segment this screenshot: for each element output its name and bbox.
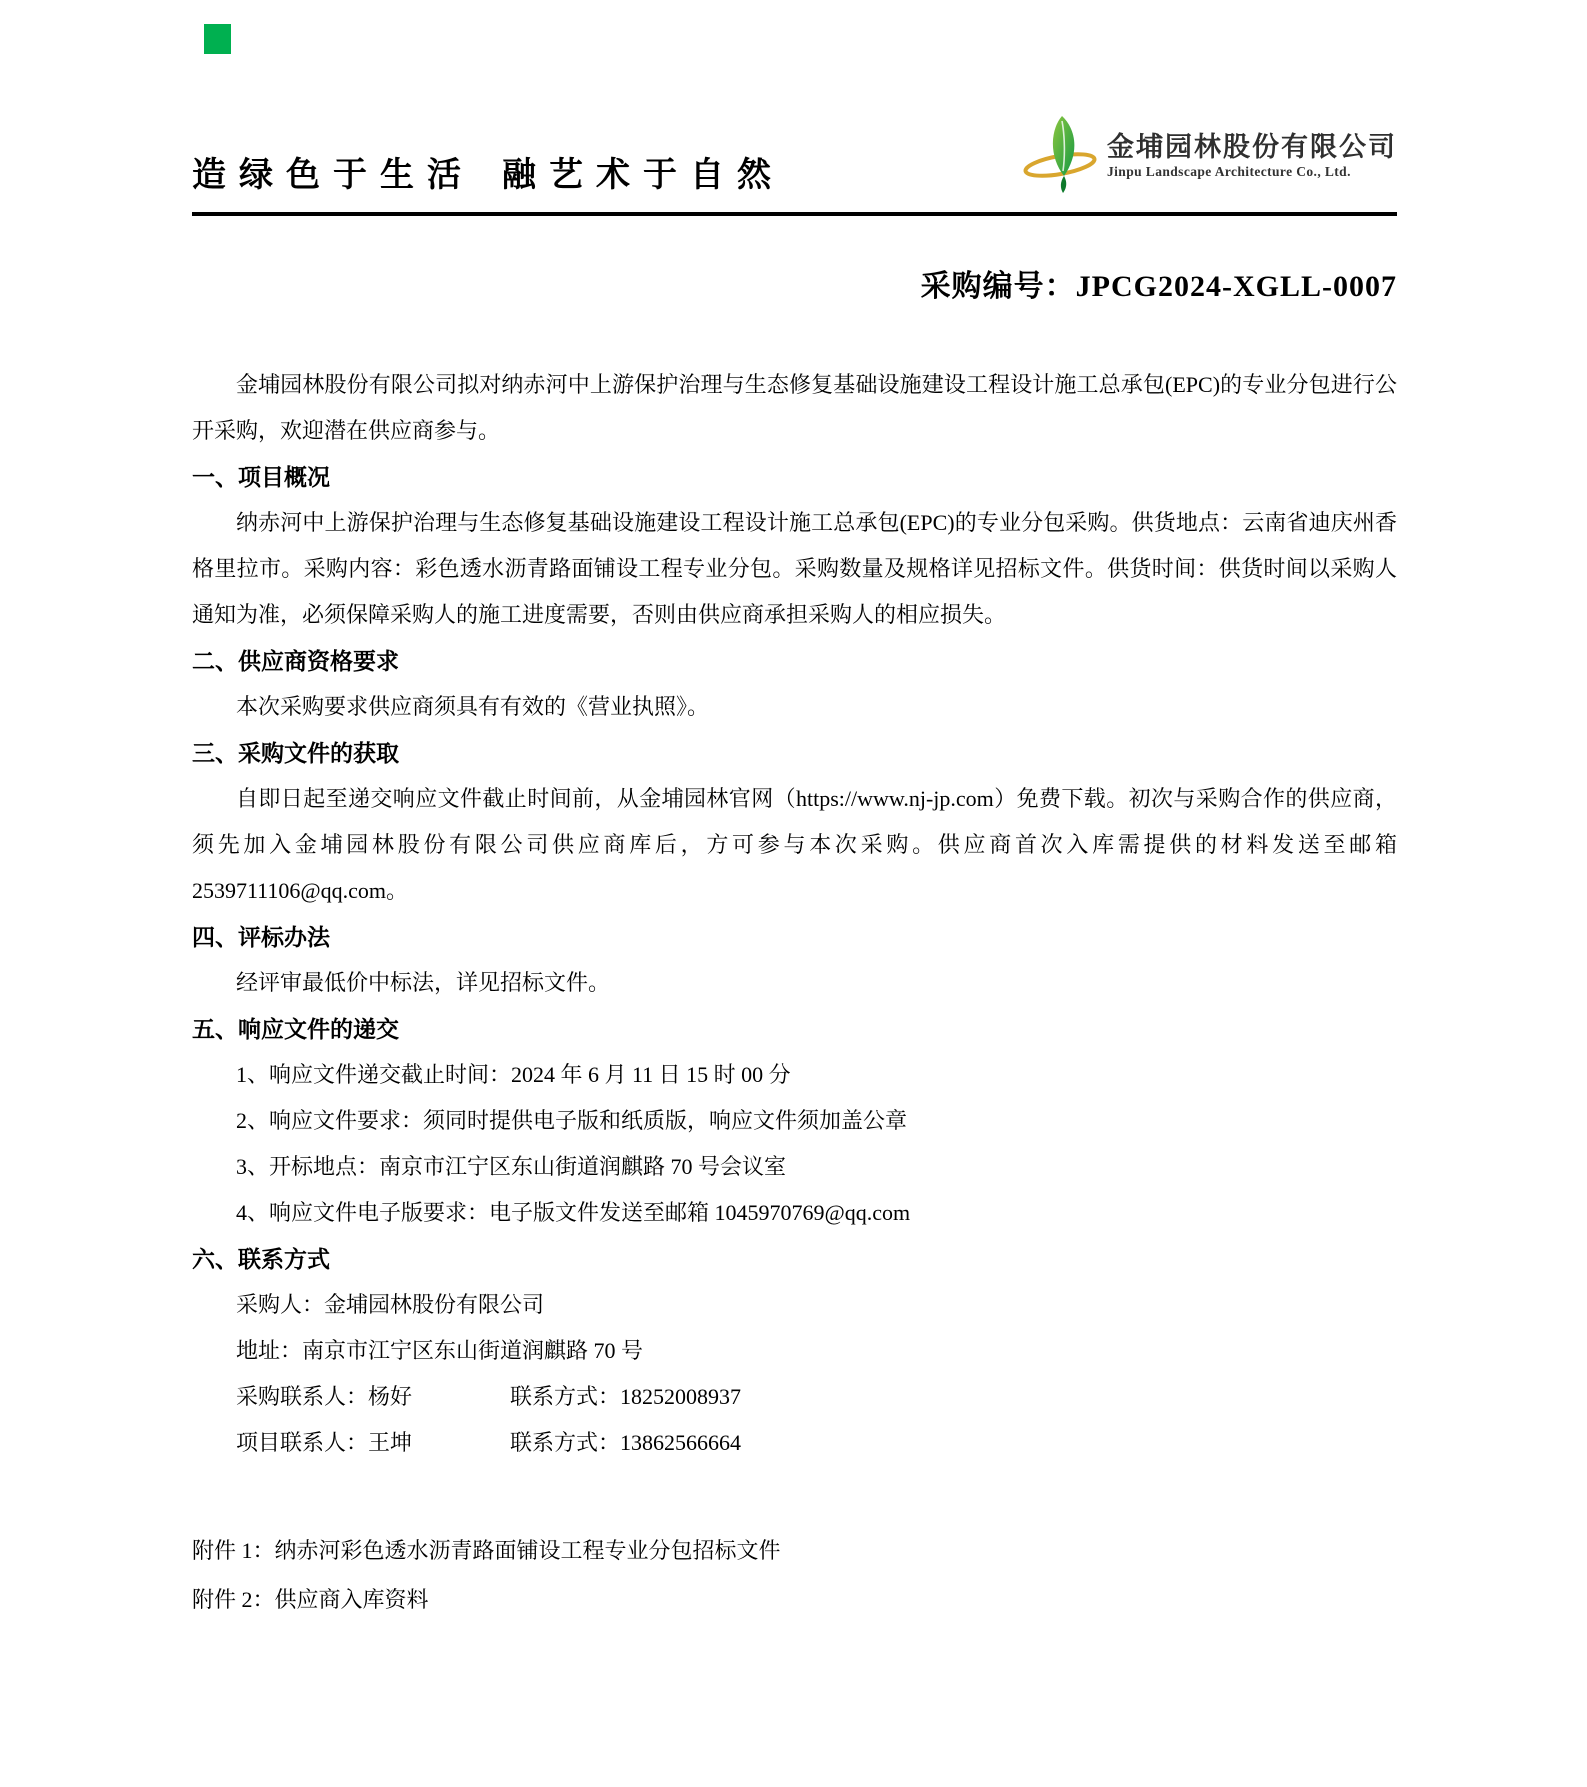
section-heading-project-overview: 一、项目概况 [192, 464, 330, 490]
header-divider [192, 212, 1397, 216]
attachment-1: 附件 1：纳赤河彩色透水沥青路面铺设工程专业分包招标文件 [192, 1538, 781, 1563]
document-body [192, 362, 1397, 1624]
logo-text [1107, 133, 1397, 180]
logo-company-name-en: Jinpu Landscape Architecture Co., Ltd. [1107, 163, 1351, 179]
procurement-contact-name: 采购联系人：杨好 [236, 1384, 413, 1409]
section-body-supplier-qualification: 本次采购要求供应商须具有有效的《营业执照》。 [236, 694, 710, 719]
leaf-swoosh-icon [1021, 113, 1099, 200]
letterhead [192, 118, 1397, 200]
logo-company-name-cn: 金埔园林股份有限公司 [1107, 132, 1397, 163]
submission-item-deadline: 1、响应文件递交截止时间：2024 年 6 月 11 日 15 时 00 分 [236, 1062, 791, 1087]
submission-item-electronic-version: 4、响应文件电子版要求：电子版文件发送至邮箱 1045970769@qq.com [236, 1200, 911, 1225]
project-contact-phone: 联系方式：13862566664 [510, 1430, 742, 1455]
intro-paragraph: 金埔园林股份有限公司拟对纳赤河中上游保护治理与生态修复基础设施建设工程设计施工总承包(EPC)的专业分包进行公开采购，欢迎潜在供应商参与。 [192, 372, 1397, 443]
slogan-part2: 融艺术于自然 [502, 156, 784, 194]
contact-row-project [192, 1420, 1397, 1466]
section-body-document-acquisition: 自即日起至递交响应文件截止时间前，从金埔园林官网（https://www.nj-jp.com）免费下载。初次与采购合作的供应商，须先加入金埔园林股份有限公司供应商库后，方可参与本次采购。供应商首次入库需提供的材料发送至邮箱 2539711106@qq.com。 [192, 786, 1397, 903]
slogan-part1: 造绿色于生活 [192, 156, 474, 194]
section-body-project-overview: 纳赤河中上游保护治理与生态修复基础设施建设工程设计施工总承包(EPC)的专业分包采购。供货地点：云南省迪庆州香格里拉市。采购内容：彩色透水沥青路面铺设工程专业分包。采购数量及规格详见招标文件。供货时间：供货时间以采购人通知为准，必须保障采购人的施工进度需要，否则由供应商承担采购人的相应损失。 [192, 510, 1397, 627]
submission-item-requirements: 2、响应文件要求：须同时提供电子版和纸质版，响应文件须加盖公章 [236, 1108, 908, 1133]
section-heading-contact-info: 六、联系方式 [192, 1246, 330, 1272]
section-heading-supplier-qualification: 二、供应商资格要求 [192, 648, 399, 674]
section-heading-evaluation-method: 四、评标办法 [192, 924, 330, 950]
procurement-number: 采购编号：JPCG2024-XGLL-0007 [920, 270, 1397, 303]
section-heading-document-acquisition: 三、采购文件的获取 [192, 740, 399, 766]
attachment-2: 附件 2：供应商入库资料 [192, 1587, 429, 1612]
procurement-contact-phone: 联系方式：18252008937 [510, 1384, 742, 1409]
document-content [192, 0, 1397, 1624]
company-logo [1021, 113, 1397, 200]
company-slogan [192, 147, 784, 200]
contact-address: 地址：南京市江宁区东山街道润麒路 70 号 [236, 1338, 644, 1363]
section-heading-response-submission: 五、响应文件的递交 [192, 1016, 399, 1042]
contact-row-procurement [192, 1374, 1397, 1420]
submission-item-opening-location: 3、开标地点：南京市江宁区东山街道润麒路 70 号会议室 [236, 1154, 787, 1179]
contact-purchaser: 采购人：金埔园林股份有限公司 [236, 1292, 545, 1317]
section-body-evaluation-method: 经评审最低价中标法，详见招标文件。 [236, 970, 611, 995]
project-contact-name: 项目联系人：王坤 [236, 1430, 413, 1455]
attachments-list [192, 1526, 1397, 1624]
